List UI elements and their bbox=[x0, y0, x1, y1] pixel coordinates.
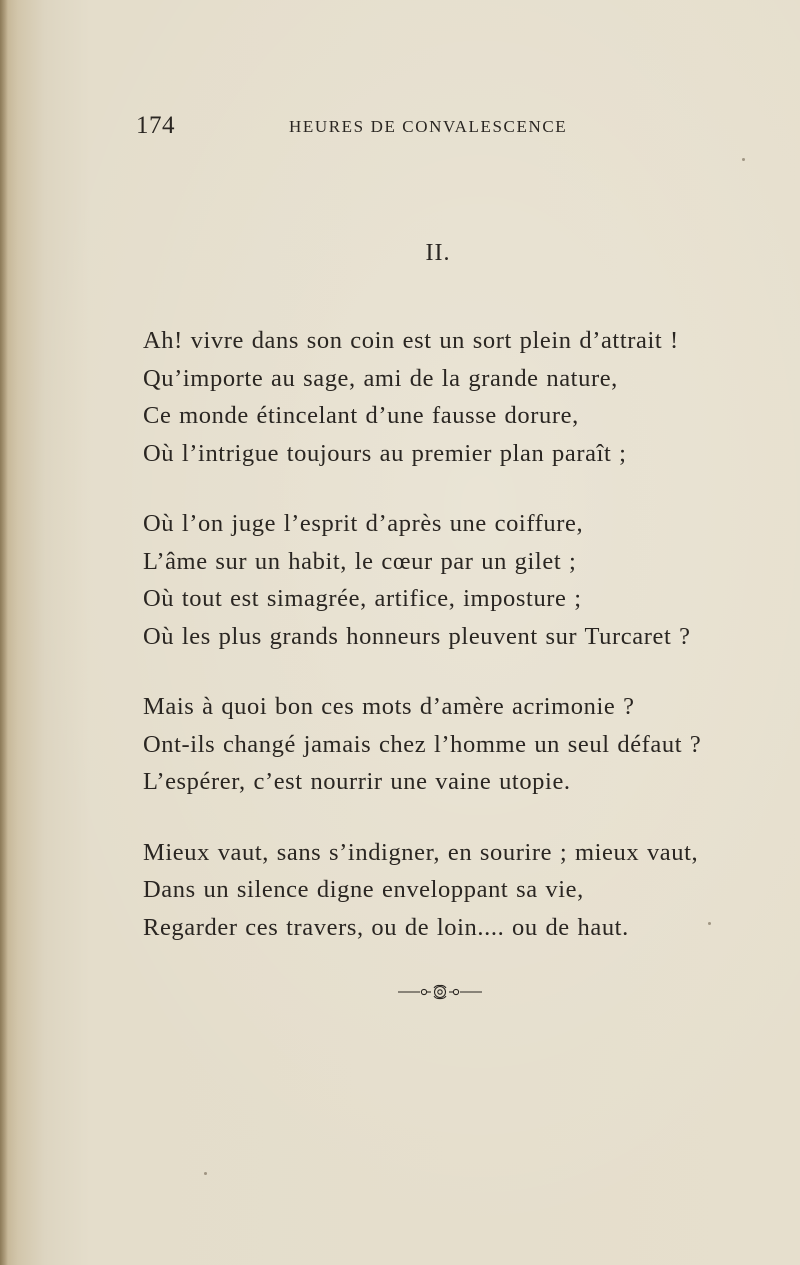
section-number: II. bbox=[425, 240, 451, 266]
verse-line: L’espérer, c’est nourrir une vaine utopie. bbox=[143, 768, 571, 795]
verse-line: Où les plus grands honneurs pleuvent sur Turcaret ? bbox=[143, 622, 691, 650]
verse-line: Dans un silence digne enveloppant sa vie, bbox=[143, 876, 584, 903]
verse-line: Où l’intrigue toujours au premier plan paraît ; bbox=[143, 439, 627, 467]
stanza-1 bbox=[143, 322, 763, 472]
paper-speck bbox=[742, 158, 745, 161]
verse-line: Ce monde étincelant d’une fausse dorure, bbox=[143, 402, 579, 429]
verse-line: Regarder ces travers, ou de loin.... ou de haut. bbox=[143, 913, 629, 941]
verse-line: Où tout est simagrée, artifice, imposture ; bbox=[143, 585, 582, 612]
paper-speck bbox=[708, 922, 711, 925]
running-head-title: HEURES DE CONVALESCENCE bbox=[289, 117, 568, 136]
fleuron-ornament-icon bbox=[398, 982, 482, 1002]
running-head bbox=[136, 112, 586, 142]
verse-line: Mieux vaut, sans s’indigner, en sourire ; mieux vaut, bbox=[143, 838, 699, 866]
verse-line: Ah! vivre dans son coin est un sort plein d’attrait ! bbox=[143, 327, 679, 354]
stanza-3 bbox=[143, 688, 763, 801]
verse-line: Mais à quoi bon ces mots d’amère acrimonie ? bbox=[143, 693, 635, 720]
poem bbox=[143, 322, 763, 979]
verse-line: Où l’on juge l’esprit d’après une coiffure, bbox=[143, 510, 584, 537]
verse-line: Ont-ils changé jamais chez l’homme un seul défaut ? bbox=[143, 730, 702, 758]
stanza-2 bbox=[143, 505, 763, 655]
verse-line: L’âme sur un habit, le cœur par un gilet ; bbox=[143, 547, 577, 575]
page-number: 174 bbox=[136, 112, 175, 139]
paper-speck bbox=[204, 1172, 207, 1175]
page-gutter-shadow bbox=[0, 0, 8, 1265]
verse-line: Qu’importe au sage, ami de la grande nature, bbox=[143, 364, 618, 392]
stanza-4 bbox=[143, 834, 763, 947]
